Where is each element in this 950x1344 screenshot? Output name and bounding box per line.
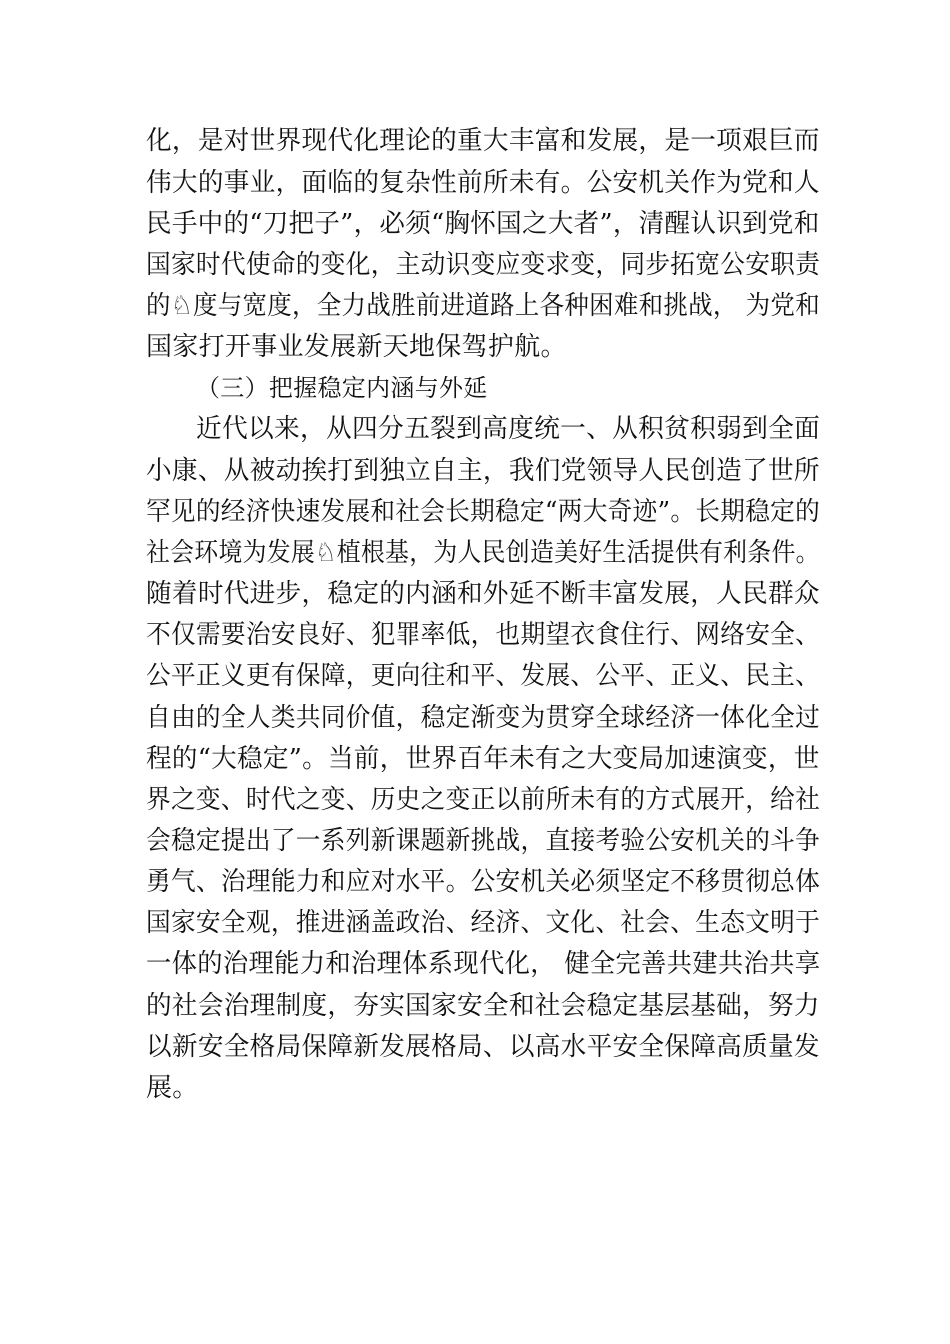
paragraph-first-line: 近代以来，从四分五裂到高度统一、从积贫积弱到全面 bbox=[196, 414, 821, 444]
text-line: 不仅需要治安良好、犯罪率低，也期望衣食住行、网络安全、 bbox=[146, 620, 821, 650]
text-line: 化，是对世界现代化理论的重大丰富和发展，是一项艰巨而 bbox=[146, 126, 820, 156]
text-line: 国家安全观，推进涵盖政治、经济、文化、社会、生态文明于 bbox=[146, 908, 821, 938]
text-line: 罕见的经济快速发展和社会长期稳定“两大奇迹”。长期稳定的 bbox=[146, 497, 821, 527]
text-line: 国家打开事业发展新天地保驾护航。 bbox=[146, 332, 567, 362]
text-line: 社会环境为发展♘植根基，为人民创造美好生活提供有利条件。 bbox=[146, 538, 820, 568]
text-line: 的社会治理制度，夯实国家安全和社会稳定基层基础，努力 bbox=[146, 991, 820, 1021]
text-line: 程的“大稳定”。当前，世界百年未有之大变局加速演变，世 bbox=[146, 744, 820, 774]
text-line: 自由的全人类共同价值，稳定渐变为贯穿全球经济一体化全过 bbox=[146, 703, 821, 733]
text-line: 会稳定提出了一系列新课题新挑战，直接考验公安机关的斗争 bbox=[146, 826, 821, 856]
text-line: 一体的治理能力和治理体系现代化， 健全完善共建共治共享 bbox=[146, 949, 821, 979]
text-line: 界之变、时代之变、历史之变正以前所未有的方式展开，给社 bbox=[146, 785, 821, 815]
text-line: 伟大的事业，面临的复杂性前所未有。公安机关作为党和人 bbox=[146, 168, 820, 198]
text-line: 国家时代使命的变化，主动识变应变求变，同步拓宽公安职责 bbox=[146, 250, 821, 280]
text-line: 的♘度与宽度，全力战胜前进道路上各种困难和挑战， 为党和 bbox=[146, 291, 820, 321]
text-line: 小康、从被动挨打到独立自主，我们党领导人民创造了世所 bbox=[146, 456, 820, 486]
text-line: 随着时代进步，稳定的内涵和外延不断丰富发展，人民群众 bbox=[146, 579, 820, 609]
text-line: 公平正义更有保障，更向往和平、发展、公平、正义、民主、 bbox=[146, 661, 821, 691]
text-line: 勇气、治理能力和应对水平。公安机关必须坚定不移贯彻总体 bbox=[146, 867, 821, 897]
text-line: 民手中的“刀把子”，必须“胸怀国之大者”，清醒认识到党和 bbox=[146, 209, 820, 239]
text-line: 展。 bbox=[146, 1073, 199, 1103]
text-line: 以新安全格局保障新发展格局、以高水平安全保障高质量发 bbox=[146, 1032, 820, 1062]
section-heading: （三）把握稳定内涵与外延 bbox=[196, 374, 488, 402]
